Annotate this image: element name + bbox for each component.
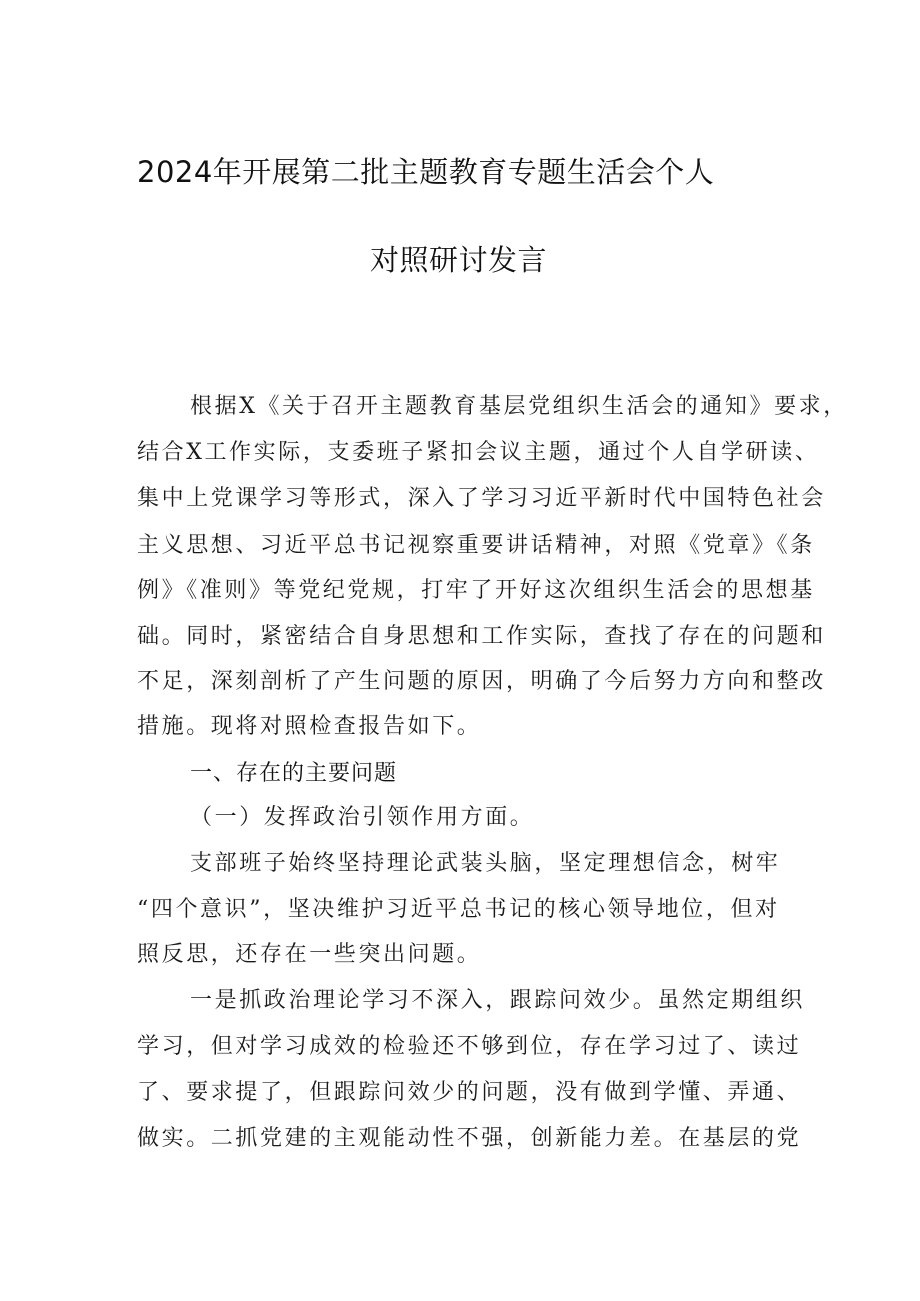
subsection-heading: （一）发挥政治引领作用方面。 [190,805,535,830]
text-line: “四个意识”，坚决维护习近平总书记的核心领导地位，但对 [137,897,780,922]
text-line: 做实。二抓党建的主观能动性不强，创新能力差。在基层的党 [137,1126,802,1151]
section-heading: 一、存在的主要问题 [190,761,398,786]
text-line: 措施。现将对照检查报告如下。 [137,714,482,739]
document-title-line-2: 对照研讨发言 [370,243,548,277]
text-line: 结合X工作实际，支委班子紧扣会议主题，通过个人自学研读、 [137,440,820,465]
document-title-line-1: 2024年开展第二批主题教育专题生活会个人 [137,155,715,189]
text-line: 集中上党课学习等形式，深入了学习习近平新时代中国特色社会 [137,486,826,511]
text-line: 支部班子始终坚持理论武装头脑，坚定理想信念，树牢 [190,851,781,876]
text-line: 主义思想、习近平总书记视察重要讲话精神，对照《党章》《条 [137,533,815,558]
text-line: 础。同时，紧密结合自身思想和工作实际，查找了存在的问题和 [137,624,826,649]
text-line: 不足，深刻剖析了产生问题的原因，明确了今后努力方向和整改 [137,669,826,694]
text-line: 根据X《关于召开主题教育基层党组织生活会的通知》要求， [190,394,848,419]
text-line: 例》《准则》等党纪党规，打牢了开好这次组织生活会的思想基 [137,578,815,603]
text-line: 一是抓政治理论学习不深入，跟踪问效少。虽然定期组织 [190,988,806,1013]
text-line: 照反思，还存在一些突出问题。 [137,942,482,967]
text-line: 了、要求提了，但跟踪问效少的问题，没有做到学懂、弄通、 [137,1080,802,1105]
text-line: 学习，但对学习成效的检验还不够到位，存在学习过了、读过 [137,1034,802,1059]
